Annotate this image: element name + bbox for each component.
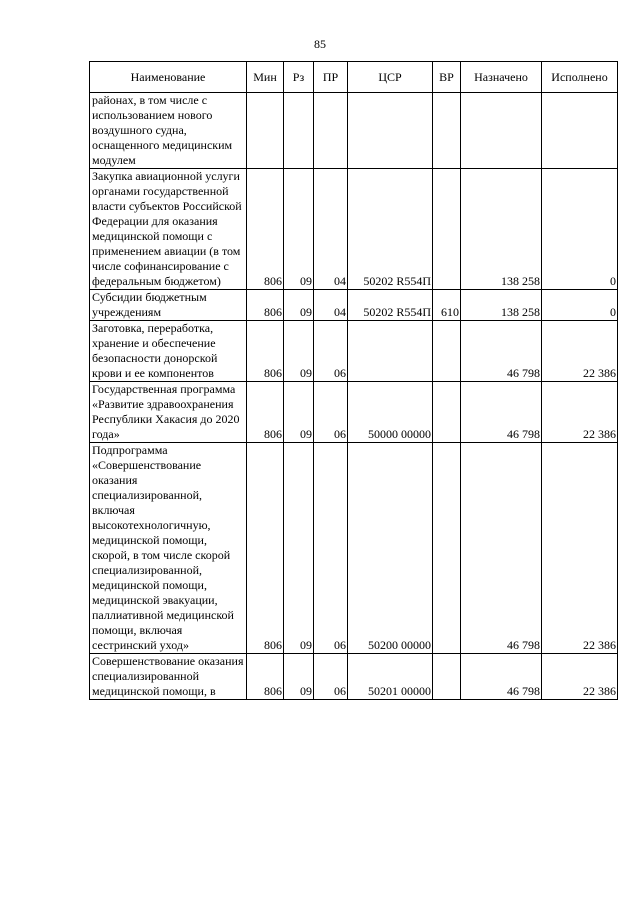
cell-vr — [433, 321, 461, 382]
cell-min: 806 — [247, 382, 284, 443]
cell-name: Заготовка, переработка, хранение и обеспечение безопасности донорской крови и ее компонентов — [90, 321, 247, 382]
table-row — [90, 382, 618, 443]
cell-naznacheno: 46 798 — [461, 654, 542, 700]
header-ispolneno: Исполнено — [542, 62, 618, 93]
cell-csr — [348, 321, 433, 382]
cell-naznacheno: 138 258 — [461, 290, 542, 321]
cell-pr: 06 — [314, 321, 348, 382]
cell-name: Закупка авиационной услуги органами государственной власти субъектов Российской Федерации для оказания медицинской помощи с применением авиации (в том числе софинансирование с федеральным бюджетом) — [90, 169, 247, 290]
cell-ispolneno: 22 386 — [542, 321, 618, 382]
cell-rz: 09 — [284, 321, 314, 382]
cell-name: Совершенствование оказания специализированной медицинской помощи, в — [90, 654, 247, 700]
table-row — [90, 321, 618, 382]
cell-vr — [433, 169, 461, 290]
cell-rz: 09 — [284, 382, 314, 443]
page-number: 85 — [314, 37, 326, 51]
cell-csr: 50202 R554П — [348, 290, 433, 321]
cell-min: 806 — [247, 654, 284, 700]
cell-vr — [433, 654, 461, 700]
cell-rz: 09 — [284, 169, 314, 290]
cell-name: Государственная программа «Развитие здравоохранения Республики Хакасия до 2020 года» — [90, 382, 247, 443]
cell-naznacheno: 46 798 — [461, 443, 542, 654]
cell-rz: 09 — [284, 443, 314, 654]
cell-vr — [433, 443, 461, 654]
cell-naznacheno: 46 798 — [461, 382, 542, 443]
cell-naznacheno: 138 258 — [461, 169, 542, 290]
cell-pr: 06 — [314, 443, 348, 654]
cell-min: 806 — [247, 290, 284, 321]
cell-name: районах, в том числе с использованием нового воздушного судна, оснащенного медицинским модулем — [90, 93, 247, 169]
cell-ispolneno: 22 386 — [542, 654, 618, 700]
table-row — [90, 93, 618, 169]
cell-rz: 09 — [284, 290, 314, 321]
budget-table — [89, 61, 618, 700]
cell-pr: 06 — [314, 382, 348, 443]
header-min: Мин — [247, 62, 284, 93]
cell-ispolneno: 0 — [542, 290, 618, 321]
cell-rz: 09 — [284, 654, 314, 700]
cell-csr: 50000 00000 — [348, 382, 433, 443]
header-name: Наименование — [90, 62, 247, 93]
table-header-row — [90, 62, 618, 93]
header-vr: ВР — [433, 62, 461, 93]
header-pr: ПР — [314, 62, 348, 93]
cell-min: 806 — [247, 169, 284, 290]
cell-pr — [314, 93, 348, 169]
cell-pr: 06 — [314, 654, 348, 700]
cell-pr: 04 — [314, 169, 348, 290]
cell-csr: 50200 00000 — [348, 443, 433, 654]
cell-min: 806 — [247, 321, 284, 382]
cell-name: Подпрограмма «Совершенствование оказания специализированной, включая высокотехнологичную, медицинской помощи, скорой, в том числе скорой специализированной, медицинской помощи, медицинской эвакуации, паллиативной медицинской помощи, включая сестринский уход» — [90, 443, 247, 654]
cell-pr: 04 — [314, 290, 348, 321]
cell-naznacheno: 46 798 — [461, 321, 542, 382]
cell-ispolneno: 22 386 — [542, 382, 618, 443]
cell-vr — [433, 382, 461, 443]
cell-ispolneno: 22 386 — [542, 443, 618, 654]
cell-vr: 610 — [433, 290, 461, 321]
table-row — [90, 290, 618, 321]
cell-csr: 50202 R554П — [348, 169, 433, 290]
cell-naznacheno — [461, 93, 542, 169]
header-rz: Рз — [284, 62, 314, 93]
cell-min — [247, 93, 284, 169]
cell-min: 806 — [247, 443, 284, 654]
cell-vr — [433, 93, 461, 169]
cell-rz — [284, 93, 314, 169]
cell-csr: 50201 00000 — [348, 654, 433, 700]
cell-name: Субсидии бюджетным учреждениям — [90, 290, 247, 321]
header-csr: ЦСР — [348, 62, 433, 93]
table-row — [90, 443, 618, 654]
cell-csr — [348, 93, 433, 169]
table-row — [90, 169, 618, 290]
cell-ispolneno — [542, 93, 618, 169]
header-naznacheno: Назначено — [461, 62, 542, 93]
cell-ispolneno: 0 — [542, 169, 618, 290]
table-row — [90, 654, 618, 700]
